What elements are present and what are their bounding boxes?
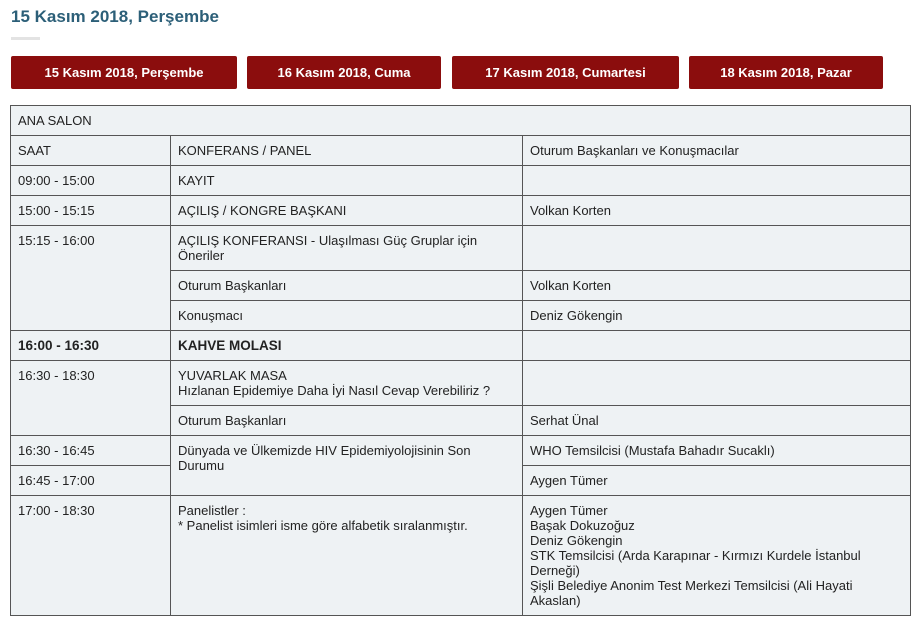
- panelist-name: Başak Dokuzoğuz: [530, 518, 635, 533]
- table-row: [11, 361, 911, 406]
- table-row: [11, 166, 911, 196]
- panelist-name: Deniz Gökengin: [530, 533, 623, 548]
- panelist-name: Aygen Tümer: [530, 503, 608, 518]
- time-cell: 17:00 - 18:30: [11, 496, 171, 616]
- table-row: [11, 106, 911, 136]
- people-cell: [523, 331, 911, 361]
- people-cell: Aygen Tümer: [523, 466, 911, 496]
- time-cell: 16:00 - 16:30: [11, 331, 171, 361]
- header-session: KONFERANS / PANEL: [171, 136, 523, 166]
- table-row: [11, 496, 911, 616]
- table-row: [11, 226, 911, 271]
- people-cell: Serhat Ünal: [523, 406, 911, 436]
- session-cell: [171, 496, 523, 616]
- session-cell: AÇILIŞ KONFERANSI - Ulaşılması Güç Gruplar için Öneriler: [171, 226, 523, 271]
- table-row: [11, 196, 911, 226]
- header-people: Oturum Başkanları ve Konuşmacılar: [523, 136, 911, 166]
- session-cell: KAHVE MOLASI: [171, 331, 523, 361]
- schedule-table: [10, 105, 911, 616]
- people-cell: Volkan Korten: [523, 271, 911, 301]
- session-cell: Konuşmacı: [171, 301, 523, 331]
- session-cell: [171, 361, 523, 406]
- session-cell: KAYIT: [171, 166, 523, 196]
- people-cell: Volkan Korten: [523, 196, 911, 226]
- time-cell: 16:30 - 18:30: [11, 361, 171, 436]
- time-cell: 09:00 - 15:00: [11, 166, 171, 196]
- session-cell: Oturum Başkanları: [171, 406, 523, 436]
- people-cell: [523, 166, 911, 196]
- session-cell: AÇILIŞ / KONGRE BAŞKANI: [171, 196, 523, 226]
- table-row: [11, 331, 911, 361]
- time-cell: 15:00 - 15:15: [11, 196, 171, 226]
- header-row: [11, 136, 911, 166]
- people-cell: [523, 361, 911, 406]
- day-tab-1[interactable]: 15 Kasım 2018, Perşembe: [11, 56, 237, 89]
- time-cell: 16:30 - 16:45: [11, 436, 171, 466]
- hall-name: ANA SALON: [11, 106, 911, 136]
- session-subtitle: Hızlanan Epidemiye Daha İyi Nasıl Cevap Verebiliriz ?: [178, 383, 491, 398]
- day-tab-2[interactable]: 16 Kasım 2018, Cuma: [247, 56, 441, 89]
- title-underline: [11, 37, 40, 40]
- session-cell: Oturum Başkanları: [171, 271, 523, 301]
- people-cell: Deniz Gökengin: [523, 301, 911, 331]
- session-title: YUVARLAK MASA: [178, 368, 287, 383]
- panelist-name: Şişli Belediye Anonim Test Merkezi Temsilcisi (Ali Hayati Akaslan): [530, 578, 853, 608]
- people-cell: [523, 496, 911, 616]
- panelists-note: * Panelist isimleri isme göre alfabetik sıralanmıştır.: [178, 518, 468, 533]
- day-tab-3[interactable]: 17 Kasım 2018, Cumartesi: [452, 56, 679, 89]
- panelist-name: STK Temsilcisi (Arda Karapınar - Kırmızı Kurdele İstanbul Derneği): [530, 548, 861, 578]
- people-cell: [523, 226, 911, 271]
- session-cell: Dünyada ve Ülkemizde HIV Epidemiyolojisinin Son Durumu: [171, 436, 523, 496]
- table-row: [11, 436, 911, 466]
- header-time: SAAT: [11, 136, 171, 166]
- people-cell: WHO Temsilcisi (Mustafa Bahadır Sucaklı): [523, 436, 911, 466]
- day-tab-4[interactable]: 18 Kasım 2018, Pazar: [689, 56, 883, 89]
- panelists-label: Panelistler :: [178, 503, 246, 518]
- time-cell: 15:15 - 16:00: [11, 226, 171, 331]
- page-title: 15 Kasım 2018, Perşembe: [11, 7, 219, 26]
- time-cell: 16:45 - 17:00: [11, 466, 171, 496]
